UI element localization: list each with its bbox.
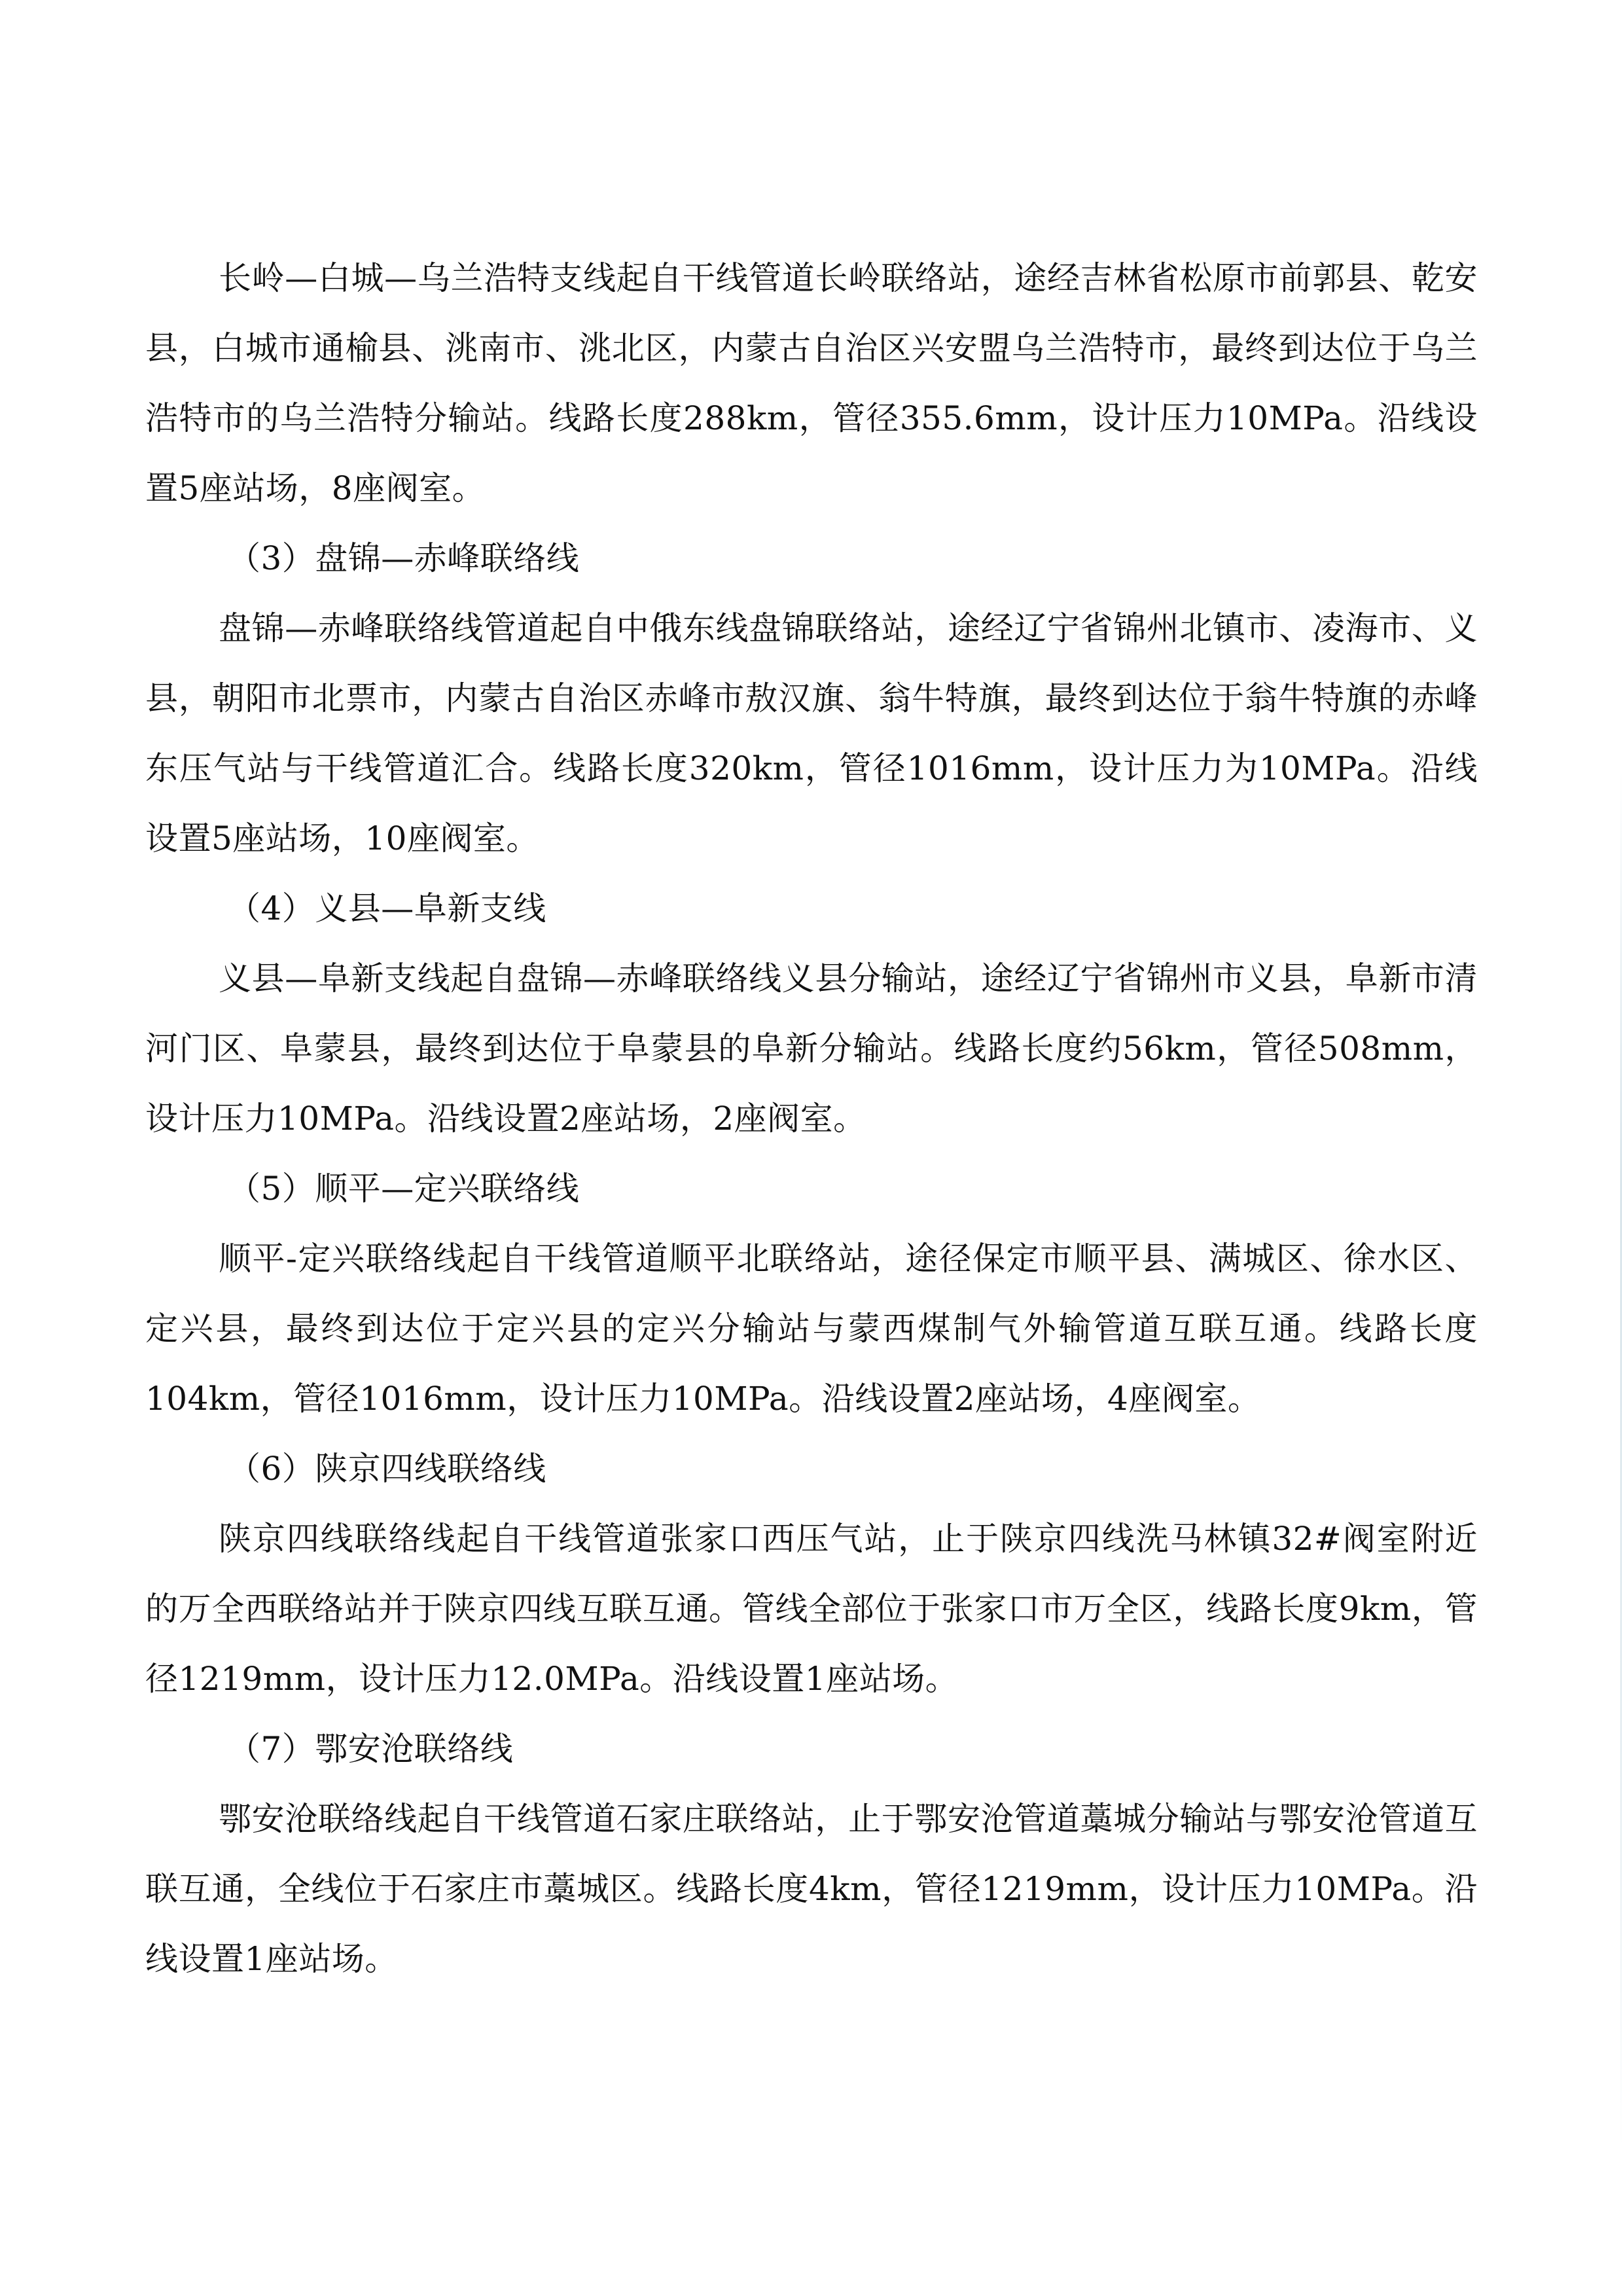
paragraph-yixian-fuxin: 义县—阜新支线起自盘锦—赤峰联络线义县分输站，途经辽宁省锦州市义县，阜新市清河门区、阜蒙县，最终到达位于阜蒙县的阜新分输站。线路长度约56km，管径508mm，设计压力10MPa。沿线设置2座站场，2座阀室。 [145,960,1478,1138]
section-heading-6: （6）陕京四线联络线 [228,1450,546,1488]
paragraph-changling-baicheng-ulanhot: 长岭—白城—乌兰浩特支线起自干线管道长岭联络站，途经吉林省松原市前郭县、乾安县，白城市通榆县、洮南市、洮北区，内蒙古自治区兴安盟乌兰浩特市，最终到达位于乌兰浩特市的乌兰浩特分输站。线路长度288km，管径355.6mm，设计压力10MPa。沿线设置5座站场，8座阀室。 [145,259,1478,507]
paragraph-panjin-chifeng: 盘锦—赤峰联络线管道起自中俄东线盘锦联络站，途经辽宁省锦州北镇市、凌海市、义县，朝阳市北票市，内蒙古自治区赤峰市敖汉旗、翁牛特旗，最终到达位于翁牛特旗的赤峰东压气站与干线管道汇合。线路长度320km，管径1016mm，设计压力为10MPa。沿线设置5座站场，10座阀室。 [145,609,1478,857]
scan-edge-mark [1620,772,1622,2147]
paragraph-eancang: 鄂安沧联络线起自干线管道石家庄联络站，止于鄂安沧管道藁城分输站与鄂安沧管道互联互通，全线位于石家庄市藁城区。线路长度4km，管径1219mm，设计压力10MPa。沿线设置1座站场。 [145,1800,1478,1978]
document-body [145,243,1478,1994]
section-heading-4: （4）义县—阜新支线 [228,889,546,927]
section-heading-5: （5）顺平—定兴联络线 [228,1170,580,1208]
section-heading-7: （7）鄂安沧联络线 [228,1730,514,1768]
paragraph-shaanjing-line4: 陕京四线联络线起自干线管道张家口西压气站，止于陕京四线洗马林镇32#阀室附近的万全西联络站并于陕京四线互联互通。管线全部位于张家口市万全区，线路长度9km，管径1219mm，设计压力12.0MPa。沿线设置1座站场。 [145,1520,1478,1698]
paragraph-shunping-dingxing: 顺平-定兴联络线起自干线管道顺平北联络站，途径保定市顺平县、满城区、徐水区、定兴县，最终到达位于定兴县的定兴分输站与蒙西煤制气外输管道互联互通。线路长度104km，管径1016mm，设计压力10MPa。沿线设置2座站场，4座阀室。 [145,1240,1478,1418]
section-heading-3: （3）盘锦—赤峰联络线 [228,539,580,577]
